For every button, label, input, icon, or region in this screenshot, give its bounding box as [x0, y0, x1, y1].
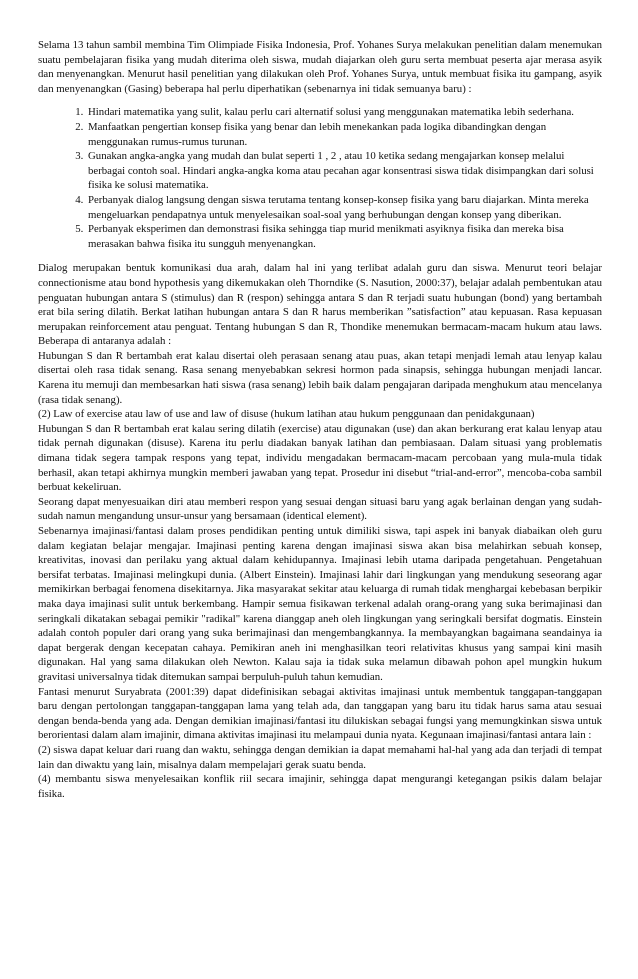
paragraph-law-of-exercise: Hubungan S dan R bertambah erat kalau sering dilatih (exercise) atau digunakan (use) dan akan berkurang erat kalau lenyap atau tidak pernah digunakan (disuse). Karena itu perlu diadakan banyak latihan dan pembiasaan. Dalam situasi yang problematis dimana tidak segera tampak respons yang tepat, individu mengadakan bermacam-macam percobaan yang mula-mula tidak berhasil, akan tetapi akhirnya mungkin memberi jawaban yang tepat. Prosedur ini disebut “trial-and-error”, mencoba-coba sambil berbuat kekeliruan. — [38, 422, 602, 494]
paragraph-law-of-exercise-heading: (2) Law of exercise atau law of use and law of disuse (hukum latihan atau hukum penggunaan dan penidakgunaan) — [38, 408, 535, 421]
list-item: 4. Perbanyak dialog langsung dengan siswa terutama tentang konsep-konsep fisika yang baru diajarkan. Minta mereka mengeluarkan pendapatnya untuk menyelesaikan soal-soal yang berhubungan dengan konsep yang diberikan. — [86, 193, 602, 222]
paragraph-kegunaan-2: (2) siswa dapat keluar dari ruang dan waktu, sehingga dengan demikian ia dapat memahami hal-hal yang ada dan terjadi di tempat lain dan diwaktu yang lain, misalnya dalam mempelajari gerak suatu benda. — [38, 743, 602, 771]
list-item: 1. Hindari matematika yang sulit, kalau perlu cari alternatif solusi yang menggunakan matematika lebih sederhana. — [86, 105, 602, 120]
body-text — [38, 261, 602, 801]
paragraph-imajinasi: Sebenarnya imajinasi/fantasi dalam proses pendidikan penting untuk dimiliki siswa, tapi aspek ini banyak diabaikan oleh guru dalam kegiatan belajar mengajar. Imajinasi penting karena dengan imajinasi siswa akan bisa melahirkan sebuah konsep, kreativitas, inovasi dan perilaku yang aktual dalam kehidupannya. Imajinasi lebih utama daripada pengetahuan. Pengetahuan bersifat terbatas. Imajinasi melingkupi dunia. (Albert Einstein). Imajinasi lahir dari lingkungan yang mendukung seseorang agar memikirkan berbagai fenomena disekitarnya. Jika masyarakat sekitar atau keluarga di rumah tidak menghargai kebebasan berpikir maka daya imajinasi sulit untuk berkembang. Hampir semua fisikawan terkenal adalah orang-orang yang suka berimajinasi dan seringkali dikatakan sebagai pemikir "radikal" karena dianggap aneh oleh lingkungan yang seringkali bersifat dogmatis. Einstein adalah contoh populer dari orang yang suka berimajinasi dan mengembangkannya. Ia membayangkan bagaimana seandainya ia dapat bergerak dengan kecepatan cahaya. Pemikiran aneh ini menghasilkan teori relativitas khusus yang sampai kini masih digunakan. Hal yang sama dilakukan oleh Newton. Kalau saja ia tidak suka melamun dibawah pohon apel mungkin hukum gravitasi universalnya tidak ditemukan sampai berpuluh-puluh tahun kemudian. — [38, 525, 602, 683]
paragraph-dialog: Dialog merupakan bentuk komunikasi dua arah, dalam hal ini yang terlibat adalah guru dan siswa. Menurut teori belajar connectionisme atau bond hypothesis yang dikemukakan oleh Thorndike (S. Nasution, 2000:37), belajar adalah pembentukan atau penguatan hubungan antara S (stimulus) dan R (respon) sehingga antara S dan R terjadi suatu hubungan (bond) yang bertambah erat bila sering dilatih. Berkat latihan hubungan antara S dan R harus memberikan ”satisfaction” atau kepuasan. Rasa kepuasan merupakan reinforcement atau penguat. Tentang hubungan S dan R, Thondike menemukan bermacam-macam hukum atau laws. Beberapa di antaranya adalah : — [38, 262, 602, 348]
paragraph-identical-element: Seorang dapat menyesuaikan diri atau memberi respon yang sesuai dengan situasi baru yang agak berlainan dengan yang sudah-sudah namun mengandung unsur-unsur yang bersamaan (identical element). — [38, 495, 602, 523]
intro-paragraph: Selama 13 tahun sambil membina Tim Olimpiade Fisika Indonesia, Prof. Yohanes Surya melakukan penelitian dalam menemukan suatu pembelajaran fisika yang mudah diterima oleh siswa, mudah diajarkan oleh guru serta membuat peserta ajar merasa asyik dan menyenangkan. Menurut hasil penelitian yang dilakukan oleh Prof. Yohanes Surya, untuk membuat fisika itu gampang, asyik dan menyenangkan (Gasing) beberapa hal perlu diperhatikan (sebenarnya ini tidak semuanya baru) : — [38, 39, 602, 95]
paragraph-fantasi: Fantasi menurut Suryabrata (2001:39) dapat didefinisikan sebagai aktivitas imajinasi untuk membentuk tanggapan-tanggapan baru dengan pertolongan tanggapan-tanggapan lama yang telah ada, dan tanggapan yang baru itu tidak harus sama atau sesuai dengan benda-benda yang ada. Dengan demikian imajinasi/fantasi itu dilukiskan sebagai fungsi yang memungkinkan siswa untuk berorientasi dalam alam imajinir, dimana aktivitas imajinasi itu melampaui dunia nyata. Kegunaan imajinasi/fantasi antara lain : — [38, 685, 602, 742]
list-item: 2. Manfaatkan pengertian konsep fisika yang benar dan lebih menekankan pada logika dibandingkan dengan menggunakan rumus-rumus turunan. — [86, 120, 602, 149]
list-item: 3. Gunakan angka-angka yang mudah dan bulat seperti 1 , 2 , atau 10 ketika sedang mengajarkan konsep melalui berbagai contoh soal. Hindari angka-angka koma atau pecahan agar konsentrasi siswa tidak disimpangkan dari solusi fisika ke solusi matematika. — [86, 149, 602, 193]
paragraph-law-of-effect: Hubungan S dan R bertambah erat kalau disertai oleh perasaan senang atau puas, akan tetapi menjadi lemah atau lenyap kalau disertai oleh rasa tidak senang. Rasa senang menyebabkan sekresi hormon pada sinapsis, sehingga hubungan menjadi lancar. Karena itu memuji dan membesarkan hati siswa (rasa senang) lebih baik dalam pengajaran daripada menghukum atau mencelanya (rasa tidak senang). — [38, 349, 602, 406]
paragraph-kegunaan-4: (4) membantu siswa menyelesaikan konflik riil secara imajinir, sehingga dapat mengurangi ketegangan psikis dalam belajar fisika. — [38, 773, 602, 800]
list-item: 5. Perbanyak eksperimen dan demonstrasi fisika sehingga tiap murid menikmati asyiknya fisika dan mereka bisa merasakan bahwa fisika itu sungguh menyenangkan. — [86, 222, 602, 251]
tips-list — [38, 105, 602, 251]
